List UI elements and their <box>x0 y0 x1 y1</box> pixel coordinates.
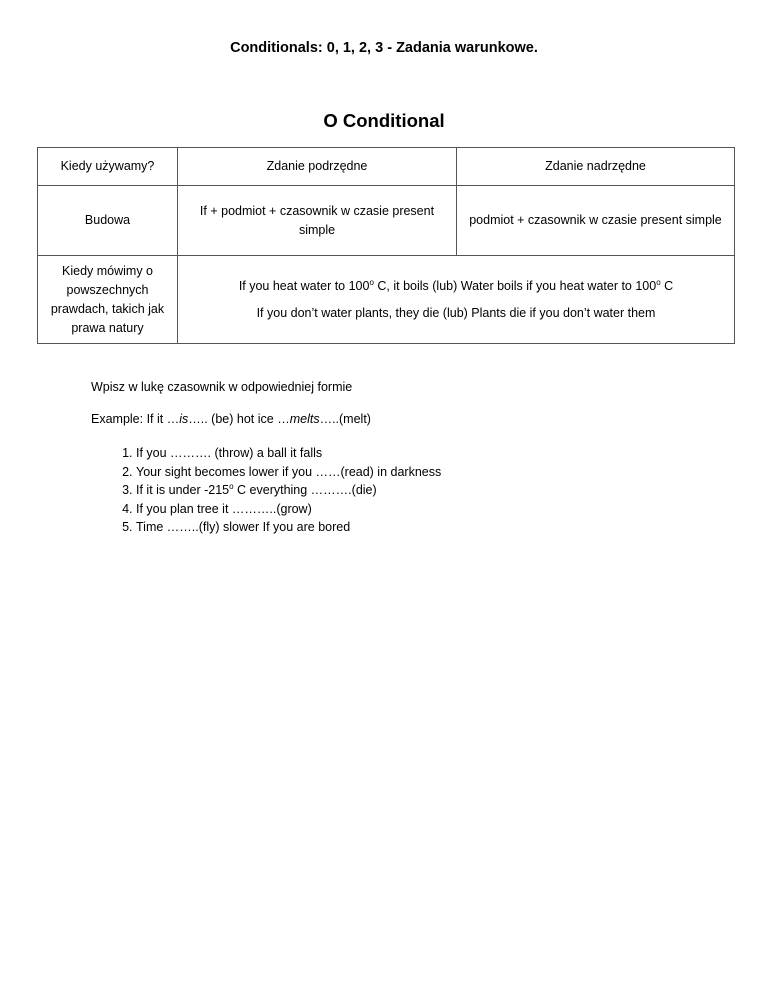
section-title: O Conditional <box>323 110 445 131</box>
exercise-example: Example: If it …is….. (be) hot ice …melts…..(melt) <box>91 412 371 426</box>
table-header-row <box>38 148 735 186</box>
usage-example-2: If you don’t water plants, they die (lub) Plants die if you don’t water them <box>256 305 656 320</box>
structure-subordinate: If + podmiot + czasownik w czasie present simple <box>178 186 457 256</box>
structure-main: podmiot + czasownik w czasie present simple <box>457 186 735 256</box>
degree-sign: o <box>229 481 234 491</box>
list-item: 2. Your sight becomes lower if you ……(read) in darkness <box>136 463 711 482</box>
list-item: 5. Time ……..(fly) slower If you are bored <box>136 518 711 537</box>
exercise-list <box>91 444 711 537</box>
degree-sign: o <box>369 277 374 287</box>
conditional-table <box>37 147 735 344</box>
usage-examples <box>178 256 735 344</box>
table-row-structure <box>38 186 735 256</box>
structure-label: Budowa <box>38 186 178 256</box>
table-row-usage <box>38 256 735 344</box>
header-main-clause: Zdanie nadrzędne <box>457 148 735 186</box>
exercise-section <box>91 380 711 537</box>
usage-example-1: If you heat water to 100$^o$ C, it boils (lub) Water boils if you heat water to 100$^o$ C <box>238 277 674 293</box>
degree-sign: o <box>656 277 661 287</box>
header-when-used: Kiedy używamy? <box>38 148 178 186</box>
page-title: Conditionals: 0, 1, 2, 3 - Zadania warunkowe. <box>230 40 538 56</box>
exercise-instruction: Wpisz w lukę czasownik w odpowiedniej formie <box>91 380 353 394</box>
example-answer-1: is <box>179 412 189 426</box>
usage-label: Kiedy mówimy o powszechnych prawdach, takich jak prawa natury <box>38 256 178 344</box>
list-item: 1. If you ………. (throw) a ball it falls <box>136 444 711 463</box>
example-answer-2: melts <box>289 412 320 426</box>
list-item: 3. If it is under -215$^o$ C everything ……….(die) <box>136 481 711 500</box>
header-subordinate-clause: Zdanie podrzędne <box>178 148 457 186</box>
list-item: 4. If you plan tree it ………..(grow) <box>136 500 711 519</box>
